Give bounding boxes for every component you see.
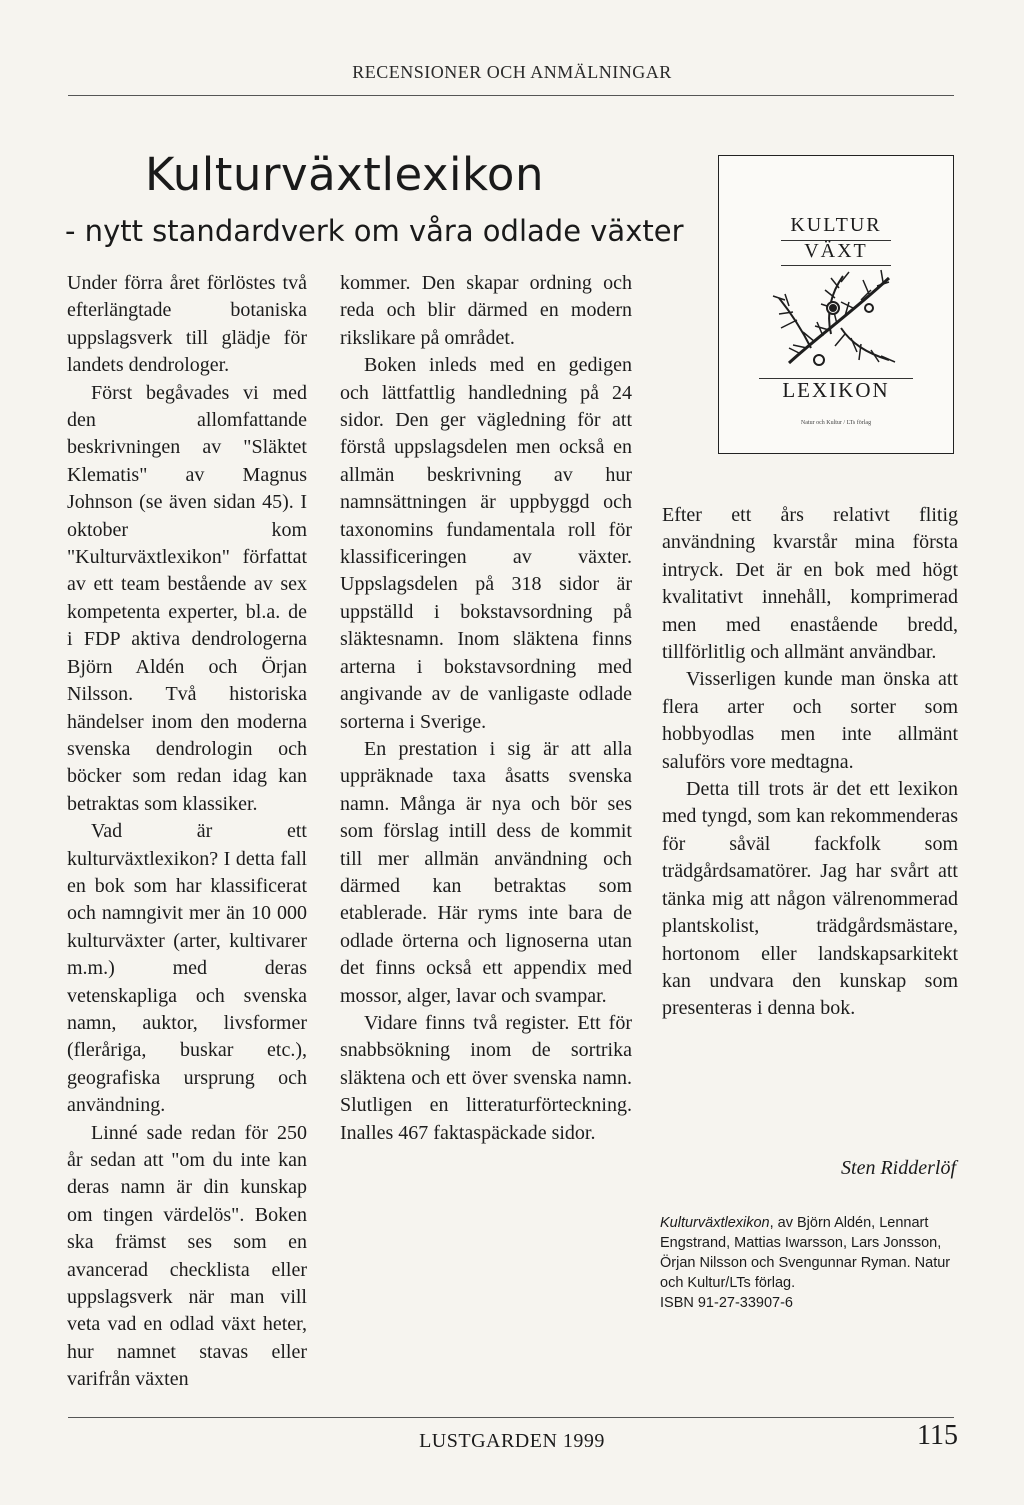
book-title: Kulturväxtlexikon bbox=[660, 1215, 770, 1231]
author-signature: Sten Ridderlöf bbox=[841, 1157, 956, 1179]
paragraph: En prestation i sig är att alla uppräknade taxa åsatts svenska namn. Många är nya och bör ses som förslag intill dess de kommit till mer allmän användning och därmed kan betraktas som etablerade. Här ryms inte bara de odlade örterna och lignoserna utan det finns också ett appendix med mossor, alger, lavar och svampar. bbox=[340, 737, 632, 1007]
cover-title-line-1: KULTUR bbox=[790, 214, 882, 236]
paragraph: Vad är ett kulturväxtlexikon? I detta fall en bok som har klassificerat och namngivit mer än 10 000 kulturväxter (arter, kultivarer m.m.) med deras vetenskapliga och svenska namn, auktor, livsformer (fleråriga, buskar etc.), geografiska ursprung och användning. bbox=[67, 820, 307, 1117]
cover-title-line-2: VÄXT bbox=[804, 240, 868, 262]
paragraph: Visserligen kunde man önska att flera arter och sorter som hobbyodlas men inte allmänt saluförs vore medtagna. bbox=[662, 668, 958, 773]
book-isbn: ISBN 91-27-33907-6 bbox=[660, 1295, 793, 1311]
paragraph: kommer. Den skapar ordning och reda och blir därmed en modern rikslikare på området. bbox=[340, 272, 632, 349]
text-column-1 bbox=[67, 270, 307, 1394]
plant-illustration-icon bbox=[771, 268, 901, 373]
paragraph: Efter ett års relativt flitig användning kvarstår mina första intryck. Det är en bok med högt kvalitativt innehåll, komprimerad men med enastående bredd, tillförlitlig och allmänt användbar. bbox=[662, 504, 958, 664]
paragraph: Under förra året förlöstes två efterlängtade botaniska uppslagsverk till glädje för landets dendrologer. bbox=[67, 272, 307, 377]
paragraph: Detta till trots är det ett lexikon med tyngd, som kan rekommenderas för såväl fackfolk som trädgårdsamatörer. Jag har svårt att tänka mig att någon välrenommerad plantskolist, trädgårdsmästare, hortonom eller landskapsarkitekt kan undvara den kunskap som presenteras i denna bok. bbox=[662, 778, 958, 1020]
paragraph: Vidare finns två register. Ett för snabbsökning inom de sortrika släktena och ett över svenska namn. Slutligen en litteraturförteckning. Inalles 467 faktaspäckade sidor. bbox=[340, 1011, 632, 1144]
book-authors-publisher: , av Björn Aldén, Lennart Engstrand, Mattias Iwarsson, Lars Jonsson, Örjan Nilsson och Svengunnar Ryman. Natur och Kultur/LTs förlag. bbox=[660, 1215, 951, 1291]
book-details bbox=[660, 1213, 960, 1313]
page-number: 115 bbox=[917, 1420, 958, 1451]
cover-rule bbox=[781, 265, 891, 266]
article-title: Kulturväxtlexikon bbox=[145, 148, 544, 201]
footer-rule bbox=[68, 1417, 954, 1418]
article-subtitle: - nytt standardverk om våra odlade växter bbox=[65, 214, 684, 248]
paragraph: Först begåvades vi med den allomfattande beskrivningen av "Släktet Klematis" av Magnus Johnson (se även sidan 45). I oktober kom "Kulturväxtlexikon" författat av ett team bestående av sex kompetenta experter, bl.a. de i FDP aktiva dendrologerna Björn Aldén och Örjan Nilsson. Två historiska händelser inom den moderna svenska dendrologin och böcker som redan idag kan betraktas som klassiker. bbox=[67, 381, 307, 815]
paragraph: Boken inleds med en gedigen och lättfattlig handledning på 24 sidor. Den ger vägledning för att förstå uppslagsdelen men också en allmän beskrivning av hur namnsättningen är uppbyggd och taxonomins fundamentala roll för klassificeringen av växter. Uppslagsdelen på 318 sidor är uppställd i bokstavsordning på släktesnamn. Inom släktena finns arterna i bokstavsordning med angivande av de vanligaste odlade sorterna i Sverige. bbox=[340, 354, 632, 733]
text-column-3 bbox=[662, 502, 958, 1023]
header-rule bbox=[68, 95, 954, 96]
paragraph: Linné sade redan för 250 år sedan att "om du inte kan deras namn är din kunskap om tingen värdelös". Boken ska främst ses som en avancerad checklista eller uppslagsverk när man vill veta vad en odlad växt heter, hur namnet stavas eller varifrån växten bbox=[67, 1121, 307, 1391]
running-head: RECENSIONER OCH ANMÄLNINGAR bbox=[352, 62, 672, 82]
cover-title-line-3: LEXIKON bbox=[782, 378, 890, 402]
text-column-2 bbox=[340, 270, 632, 1147]
book-cover bbox=[718, 155, 954, 454]
cover-publisher: Natur och Kultur / LTs förlag bbox=[800, 420, 872, 426]
footer-journal: LUSTGARDEN 1999 bbox=[419, 1430, 605, 1452]
